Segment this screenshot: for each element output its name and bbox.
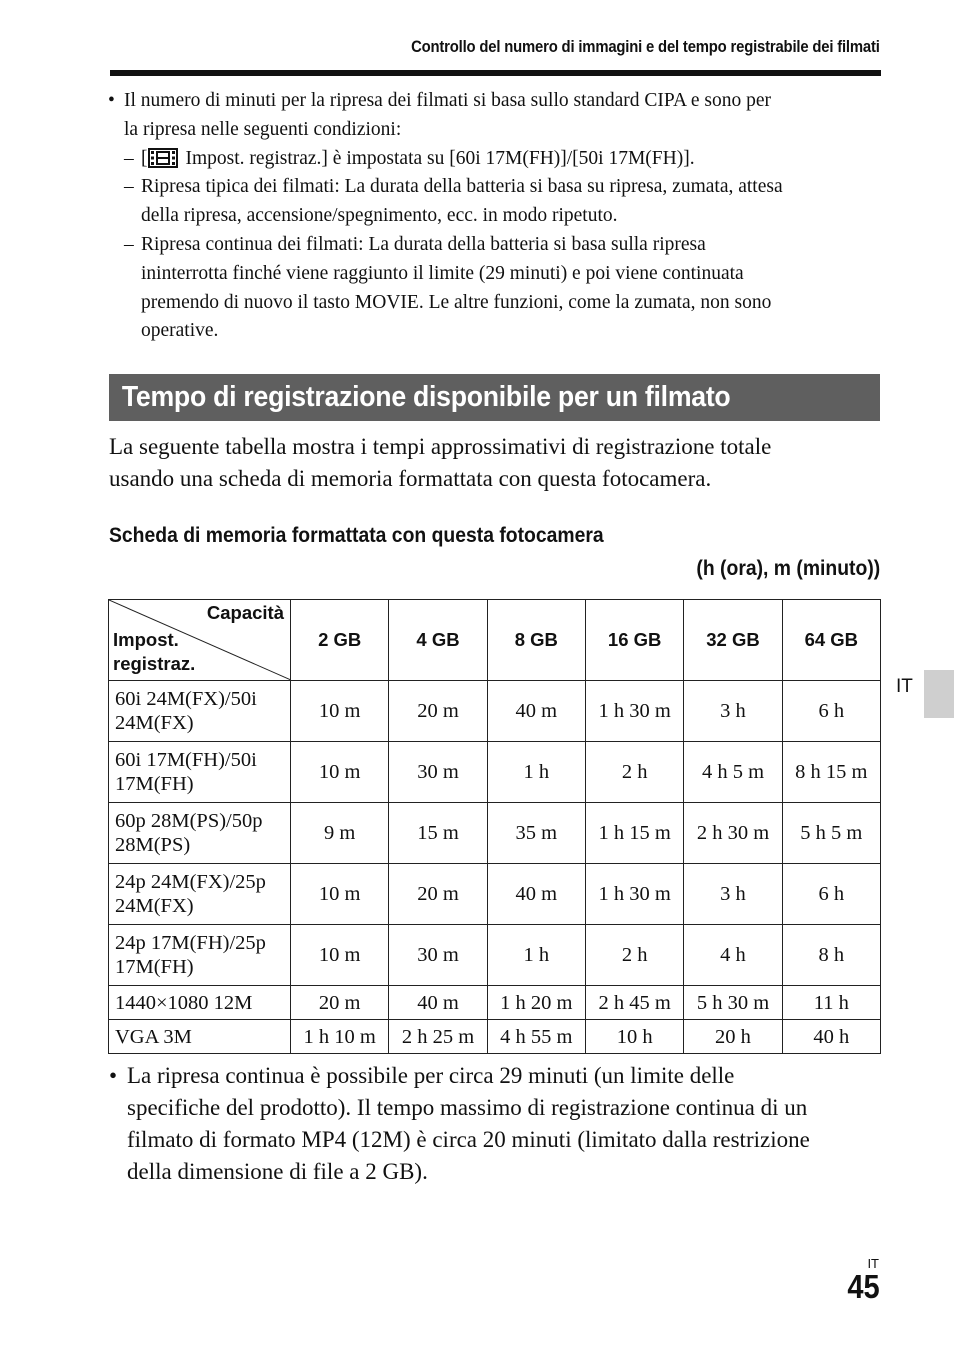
table-row	[109, 803, 881, 864]
table-row	[109, 742, 881, 803]
capacity-header: 8 GB	[487, 600, 585, 681]
time-cell: 40 m	[487, 864, 585, 925]
time-cell: 4 h 55 m	[487, 1020, 585, 1054]
time-cell: 20 m	[389, 864, 487, 925]
time-cell: 15 m	[389, 803, 487, 864]
time-cell: 6 h	[782, 681, 880, 742]
mode-cell: VGA 3M	[109, 1020, 291, 1054]
time-cell: 4 h	[684, 925, 782, 986]
time-cell: 1 h	[487, 742, 585, 803]
time-cell: 20 h	[684, 1020, 782, 1054]
bottom-note	[109, 1060, 889, 1188]
mode-cell: 1440×1080 12M	[109, 986, 291, 1020]
language-side-tab	[924, 670, 954, 718]
time-cell: 2 h 45 m	[585, 986, 683, 1020]
time-cell: 2 h	[585, 742, 683, 803]
paragraph-line-1: La seguente tabella mostra i tempi approssimativi di registrazione totale	[109, 434, 772, 459]
mode-cell	[109, 925, 291, 986]
time-cell: 11 h	[782, 986, 880, 1020]
mode-cell	[109, 742, 291, 803]
bullet-mark: •	[108, 90, 115, 111]
time-cell: 30 m	[389, 925, 487, 986]
intro-notes	[108, 87, 888, 346]
capacity-header: 4 GB	[389, 600, 487, 681]
sub3-line-4: operative.	[141, 320, 219, 342]
mode-line-1: 24p 17M(FH)/25p	[115, 932, 266, 954]
time-cell: 1 h 30 m	[585, 681, 683, 742]
corner-setting-line-1: Impost.	[113, 629, 179, 650]
time-cell: 10 m	[291, 742, 389, 803]
dash-mark: –	[124, 176, 134, 198]
sub3-line-1: Ripresa continua dei filmati: La durata della batteria si basa sulla ripresa	[141, 233, 706, 255]
section-title: Tempo di registrazione disponibile per un filmato	[121, 381, 731, 413]
mode-line-2: 17M(FH)	[115, 773, 194, 795]
time-cell: 1 h	[487, 925, 585, 986]
sub3-line-3: premendo di nuovo il tasto MOVIE. Le altre funzioni, come la zumata, non sono	[141, 291, 772, 313]
capacity-header: 64 GB	[782, 600, 880, 681]
note-line-2: specifiche del prodotto). Il tempo massimo di registrazione continua di un	[127, 1095, 808, 1120]
table-subheading: Scheda di memoria formattata con questa fotocamera	[109, 523, 604, 547]
paragraph-line-2: usando una scheda di memoria formattata con questa fotocamera.	[109, 466, 712, 491]
corner-setting-line-2: registraz.	[113, 653, 196, 674]
time-cell: 2 h	[585, 925, 683, 986]
time-cell: 35 m	[487, 803, 585, 864]
table-row	[109, 864, 881, 925]
time-cell: 6 h	[782, 864, 880, 925]
sub2-line-1: Ripresa tipica dei filmati: La durata della batteria si basa su ripresa, zumata, attesa	[141, 176, 783, 198]
intro-bullet-line-1: Il numero di minuti per la ripresa dei filmati si basa sullo standard CIPA e sono per	[124, 90, 771, 111]
intro-sub-item-2	[108, 173, 888, 231]
section-paragraph	[109, 431, 889, 495]
mode-line-1: 60i 17M(FH)/50i	[115, 749, 257, 771]
mode-line-1: 60p 28M(PS)/50p	[115, 810, 263, 832]
time-cell: 1 h 30 m	[585, 864, 683, 925]
running-header: Controllo del numero di immagini e del tempo registrabile dei filmati	[411, 38, 880, 56]
mode-line-2: 24M(FX)	[115, 712, 194, 734]
mode-cell	[109, 681, 291, 742]
language-side-label: IT	[896, 676, 913, 697]
mode-cell	[109, 864, 291, 925]
capacity-header: 2 GB	[291, 600, 389, 681]
mode-line-1: 60i 24M(FX)/50i	[115, 688, 257, 710]
time-cell: 10 m	[291, 925, 389, 986]
mode-line-1: 24p 24M(FX)/25p	[115, 871, 266, 893]
sub3-line-2: ininterrotta finché viene raggiunto il limite (29 minuti) e poi viene continuata	[141, 262, 744, 284]
time-cell: 3 h	[684, 864, 782, 925]
time-cell: 20 m	[291, 986, 389, 1020]
time-cell: 9 m	[291, 803, 389, 864]
bullet-mark: •	[109, 1063, 118, 1088]
mode-line-2: 24M(FX)	[115, 895, 194, 917]
page-language-code: IT	[867, 1256, 879, 1271]
intro-bullet	[108, 87, 888, 145]
bottom-note-text	[109, 1060, 889, 1188]
mode-line-2: 28M(PS)	[115, 834, 191, 856]
time-cell: 2 h 25 m	[389, 1020, 487, 1054]
table-row	[109, 681, 881, 742]
dash-mark: –	[124, 147, 134, 169]
dash-mark: –	[124, 233, 134, 255]
recording-time-table	[108, 599, 881, 1054]
time-cell: 10 m	[291, 864, 389, 925]
table-units: (h (ora), m (minuto))	[696, 556, 880, 580]
sub1-text: Impost. registraz.] è impostata su [60i 17M(FH)]/[50i 17M(FH)].	[185, 147, 695, 169]
time-cell: 8 h 15 m	[782, 742, 880, 803]
time-cell: 2 h 30 m	[684, 803, 782, 864]
mode-cell	[109, 803, 291, 864]
time-cell: 5 h 30 m	[684, 986, 782, 1020]
time-cell: 40 m	[487, 681, 585, 742]
table-corner-cell	[109, 600, 291, 681]
section-title-bar	[109, 374, 880, 421]
time-cell: 1 h 15 m	[585, 803, 683, 864]
intro-sub-item-1	[108, 145, 888, 174]
header-rule	[110, 70, 881, 76]
table-row	[109, 925, 881, 986]
sub1-open-bracket: [	[141, 147, 148, 169]
time-cell: 4 h 5 m	[684, 742, 782, 803]
time-cell: 40 m	[389, 986, 487, 1020]
table-row	[109, 986, 881, 1020]
note-line-4: della dimensione di file a 2 GB).	[127, 1159, 428, 1184]
film-movie-icon	[148, 148, 178, 168]
time-cell: 20 m	[389, 681, 487, 742]
note-line-3: filmato di formato MP4 (12M) è circa 20 minuti (limitato dalla restrizione	[127, 1127, 810, 1152]
sub2-line-2: della ripresa, accensione/spegnimento, ecc. in modo ripetuto.	[141, 205, 618, 227]
time-cell: 5 h 5 m	[782, 803, 880, 864]
corner-capacity-label: Capacità	[206, 602, 284, 623]
time-cell: 30 m	[389, 742, 487, 803]
corner-setting-label	[113, 628, 195, 676]
time-cell: 10 m	[291, 681, 389, 742]
intro-bullet-line-2: la ripresa nelle seguenti condizioni:	[124, 118, 402, 140]
time-cell: 1 h 10 m	[291, 1020, 389, 1054]
time-cell: 3 h	[684, 681, 782, 742]
page-number: 45	[847, 1268, 880, 1305]
capacity-header: 16 GB	[585, 600, 683, 681]
time-cell: 40 h	[782, 1020, 880, 1054]
time-cell: 1 h 20 m	[487, 986, 585, 1020]
table-header-row	[109, 600, 881, 681]
mode-line-2: 17M(FH)	[115, 956, 194, 978]
time-cell: 8 h	[782, 925, 880, 986]
time-cell: 10 h	[585, 1020, 683, 1054]
table-row	[109, 1020, 881, 1054]
note-line-1: La ripresa continua è possibile per circa 29 minuti (un limite delle	[127, 1063, 735, 1088]
intro-sub-item-3	[108, 231, 888, 346]
capacity-header: 32 GB	[684, 600, 782, 681]
